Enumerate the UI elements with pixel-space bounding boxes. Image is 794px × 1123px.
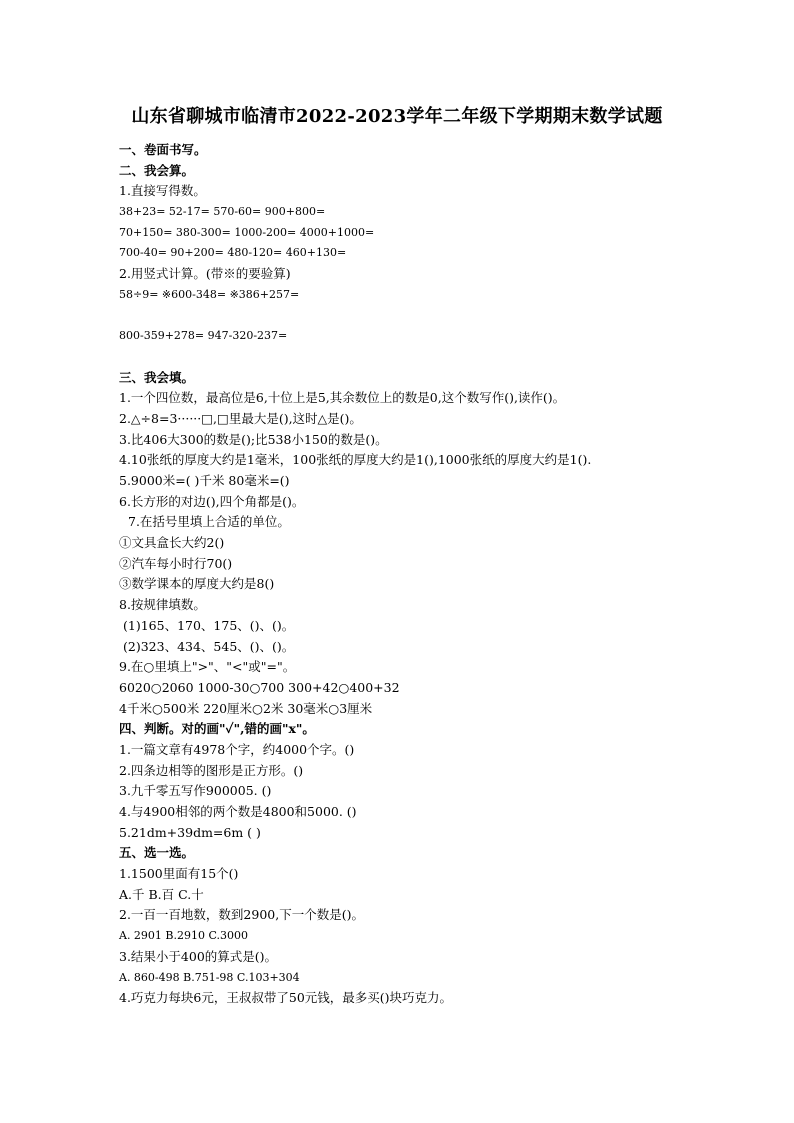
section-heading: 一、卷面书写。 (119, 142, 207, 157)
question-line: 2.△÷8=3······□,□里最大是(),这时△是()。 (119, 410, 362, 426)
question-line: 4千米○500米 220厘米○2米 30毫米○3厘米 (119, 700, 373, 716)
question-line: 700-40= 90+200= 480-120= 460+130= (119, 246, 347, 260)
document-body (119, 140, 719, 1009)
question-line: 1.一篇文章有4978个字，约4000个字。() (119, 741, 355, 757)
question-line: ①文具盒长大约2() (119, 535, 225, 551)
section-heading: 四、判断。对的画"✓",错的画"x"。 (119, 721, 315, 737)
section-heading: 五、选一选。 (119, 845, 195, 861)
question-line: 1.一个四位数，最高位是6,十位上是5,其余数位上的数是0,这个数写作(),读作()。 (119, 390, 566, 406)
question-line: 70+150= 380-300= 1000-200= 4000+1000= (119, 225, 375, 239)
question-line: 1.直接写得数。 (119, 183, 206, 199)
question-line: 58÷9= ※600-348= ※386+257= (119, 287, 300, 301)
question-line: 5.21dm+39dm=6m ( ) (119, 824, 261, 840)
blank-line (119, 306, 719, 327)
question-line: 4.10张纸的厚度大约是1毫米，100张纸的厚度大约是1(),1000张纸的厚度大约是1(). (119, 452, 592, 468)
question-line: 5.9000米=( )千米 80毫米=() (119, 473, 290, 488)
question-line: A. 860-498 B.751-98 C.103+304 (119, 970, 300, 984)
section-heading: 三、我会填。 (119, 369, 195, 385)
question-line: 1.1500里面有15个() (119, 866, 239, 882)
question-line: 800-359+278= 947-320-237= (119, 329, 288, 343)
question-line: 6.长方形的对边(),四个角都是()。 (119, 493, 305, 509)
question-line: (2)323、434、545、()、()。 (123, 638, 295, 654)
question-line: A. 2901 B.2910 C.3000 (119, 929, 249, 943)
question-line: 2.一百一百地数，数到2900,下一个数是()。 (119, 907, 364, 923)
question-line: ②汽车每小时行70() (119, 555, 233, 571)
question-line: 8.按规律填数。 (119, 597, 206, 613)
question-line: A.千 B.百 C.十 (119, 886, 204, 902)
question-line: 6020○2060 1000-30○700 300+42○400+32 (119, 679, 400, 695)
question-line: 4.与4900相邻的两个数是4800和5000. () (119, 804, 357, 819)
question-line: 4.巧克力每块6元，王叔叔带了50元钱，最多买()块巧克力。 (119, 990, 453, 1006)
question-line: 38+23= 52-17= 570-60= 900+800= (119, 205, 326, 219)
question-line: (1)165、170、175、()、()。 (123, 617, 295, 633)
question-line: 7.在括号里填上合适的单位。 (128, 514, 290, 530)
page-title: 山东省聊城市临清市2022-2023学年二年级下学期期末数学试题 (131, 106, 663, 127)
question-line: 2.四条边相等的图形是正方形。() (119, 762, 304, 778)
question-line: 3.比406大300的数是();比538小150的数是()。 (119, 431, 388, 447)
blank-line (119, 347, 719, 368)
question-line: 2.用竖式计算。(带※的要验算) (119, 266, 291, 282)
question-line: 3.九千零五写作900005. () (119, 783, 272, 799)
question-line: ③数学课本的厚度大约是8() (119, 576, 275, 592)
question-line: 3.结果小于400的算式是()。 (119, 948, 278, 964)
section-heading: 二、我会算。 (119, 162, 195, 178)
question-line: 9.在○里填上">"、"<"或"="。 (119, 659, 296, 675)
